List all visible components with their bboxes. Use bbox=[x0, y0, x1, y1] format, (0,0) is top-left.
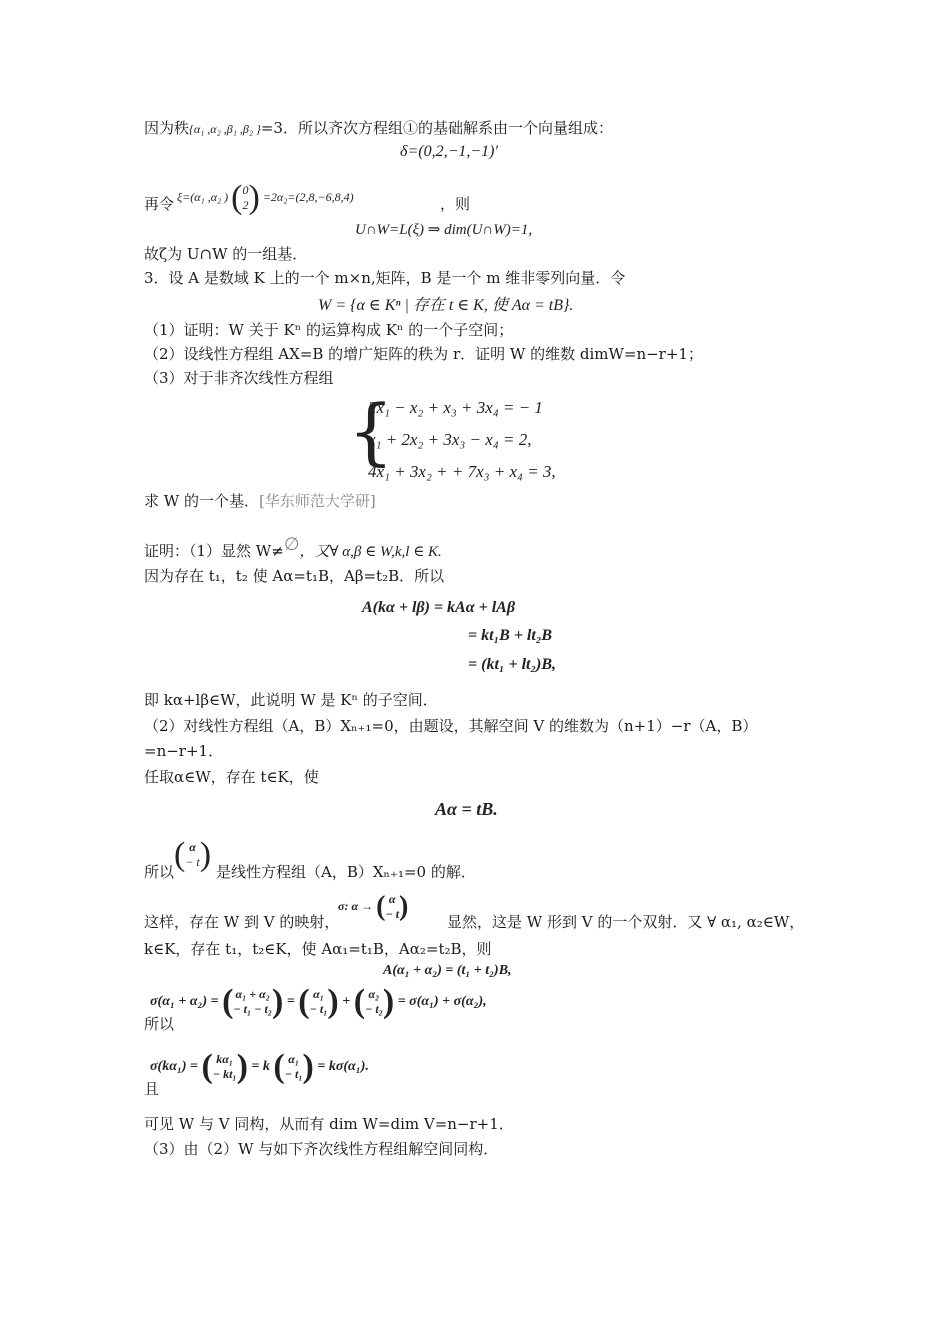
col-top: kα₁ bbox=[216, 1052, 234, 1066]
text-take: 任取α∈W，存在 t∈K，使 bbox=[144, 768, 319, 786]
rank-set: {α₁ ,α₂ ,β₁ ,β₂ } bbox=[189, 122, 261, 136]
text-segment: 证明：（1）显然 W≠ bbox=[144, 542, 284, 560]
col-bottom: 2 bbox=[242, 198, 249, 212]
text-subspace: 即 kα+lβ∈W，此说明 W 是 Kⁿ 的子空间． bbox=[144, 691, 438, 709]
empty-set-symbol: ∅ bbox=[283, 534, 300, 555]
text-segment: ，又∀ α,β ∈ W,k,l ∈ K. bbox=[299, 544, 442, 560]
paren-right: ) bbox=[302, 1048, 314, 1085]
paren-left: ( bbox=[298, 983, 310, 1020]
paren-right: ) bbox=[327, 983, 339, 1020]
paren-right: ) bbox=[248, 179, 260, 216]
col-bottom: − t₁ − t₂ bbox=[233, 1002, 272, 1016]
text-part3-b: （3）由（2）W 与如下齐次线性方程组解空间同构． bbox=[144, 1140, 499, 1158]
equals-sign: = bbox=[286, 994, 295, 1010]
column-vector bbox=[213, 1052, 237, 1082]
equation-intersection: U∩W=L(ξ) ⇒ dim(U∩W)=1, bbox=[355, 222, 533, 238]
part-1: （1）证明：W 关于 Kⁿ 的运算构成 Kⁿ 的一个子空间； bbox=[144, 321, 514, 339]
equation-sigma-scalar bbox=[150, 1050, 369, 1084]
vector-alpha-t bbox=[174, 838, 211, 872]
paren-left: ( bbox=[273, 1048, 285, 1085]
xi-rhs: =2α₂=(2,8,−6,8,4) bbox=[262, 189, 354, 204]
column-vector bbox=[285, 1052, 303, 1082]
paren-left: ( bbox=[376, 891, 386, 922]
equation-linear-3: = (kt₁ + lt₂)B, bbox=[468, 656, 557, 673]
column-vector bbox=[365, 987, 383, 1017]
col-bottom: − kt₁ bbox=[212, 1067, 237, 1081]
col-top: α₁ bbox=[313, 987, 324, 1001]
col-top: α₂ bbox=[368, 987, 380, 1001]
col-top: 0 bbox=[242, 183, 249, 197]
paren-right: ) bbox=[271, 983, 284, 1020]
col-top: α₁ bbox=[288, 1052, 300, 1066]
xi-lhs: ξ=(α₁ ,α₂ ) bbox=[177, 189, 229, 204]
paren-left: ( bbox=[231, 179, 243, 216]
equation-linear-2: = kt₁B + lt₂B bbox=[468, 627, 553, 644]
text-rank-line bbox=[144, 118, 613, 139]
paren-left: ( bbox=[174, 836, 186, 873]
equation-W: W = {α ∈ Kⁿ | 存在 t ∈ K, 使 Aα = tB}. bbox=[318, 297, 574, 314]
paren-left: ( bbox=[201, 1048, 213, 1085]
text-part2-b: =n−r+1． bbox=[144, 742, 224, 760]
equation-delta: δ=(0,2,−1,−1)′ bbox=[400, 143, 498, 160]
paren-right: ) bbox=[199, 836, 212, 873]
col-bottom: − t₂ bbox=[365, 1002, 383, 1016]
text-map-a: 这样，存在 W 到 V 的映射， bbox=[144, 913, 340, 931]
equation-sigma-map bbox=[338, 890, 408, 924]
col-top: α₁ + α₂ bbox=[235, 987, 270, 1001]
text-exist: 因为存在 t₁，t₂ 使 Aα=t₁B，Aβ=t₂B．所以 bbox=[144, 567, 445, 585]
sigma-sum-lhs: σ(α₁ + α₂) = bbox=[150, 994, 219, 1010]
col-bottom: − t₁ bbox=[309, 1002, 328, 1016]
col-bottom: − t₁ bbox=[284, 1067, 303, 1081]
sigma-sum-rhs: = σ(α₁) + σ(α₂), bbox=[397, 994, 487, 1010]
paren-left: ( bbox=[353, 983, 366, 1020]
col-top: α bbox=[388, 892, 396, 906]
sigma-k-lhs: σ(kα₁) = bbox=[150, 1059, 198, 1075]
column-vector bbox=[233, 987, 272, 1017]
system-row: 4x₁ + 3x₂ + + 7x₃ + x₄ = 3, bbox=[368, 462, 556, 481]
text-ze: ，则 bbox=[440, 195, 471, 213]
col-top: α bbox=[189, 840, 196, 854]
equation-Aa: Aα = tB. bbox=[435, 799, 498, 819]
paren-left: ( bbox=[222, 983, 234, 1020]
text-basis: 故ζ为 U∩W 的一组基． bbox=[144, 245, 308, 263]
equation-sigma-additive bbox=[150, 985, 487, 1019]
text-suoyi: 所以 bbox=[144, 863, 175, 881]
text-qie: 且 bbox=[144, 1080, 160, 1098]
text-map-b: 显然，这是 W 形到 V 的一个双射．又 ∀ α₁, α₂∈W， bbox=[447, 913, 805, 931]
sigma-k-mid: = k bbox=[251, 1059, 270, 1075]
system-brace: { bbox=[348, 389, 394, 473]
text-solution: 是线性方程组（A，B）Xₙ₊₁=0 的解． bbox=[216, 863, 476, 881]
text-suoyi-2: 所以 bbox=[144, 1015, 175, 1033]
col-bottom: − t bbox=[385, 907, 400, 921]
equation-xi bbox=[177, 181, 354, 215]
equation-linear-1: A(kα + lβ) = kAα + lAβ bbox=[362, 599, 516, 616]
paren-right: ) bbox=[399, 891, 409, 922]
system-row: x₁ + 2x₂ + 3x₃ − x₄ = 2, bbox=[368, 430, 532, 449]
text-isomorphic: 可见 W 与 V 同构，从而有 dim W=dim V=n−r+1． bbox=[144, 1115, 514, 1133]
plus-sign: + bbox=[342, 994, 351, 1010]
system-row: 2x₁ − x₂ + x₃ + 3x₄ = − 1 bbox=[368, 398, 543, 417]
part-3: （3）对于非齐次线性方程组 bbox=[144, 369, 334, 387]
column-vector bbox=[185, 840, 199, 870]
paren-right: ) bbox=[382, 983, 395, 1020]
text-part2-a: （2）对线性方程组（A，B）Xₙ₊₁=0，由题设，其解空间 V 的维数为（n+1）−r（A，B） bbox=[144, 717, 758, 735]
sigma-k-rhs: = kσ(α₁). bbox=[317, 1059, 369, 1075]
part-2: （2）设线性方程组 AX=B 的增广矩阵的秩为 r．证明 W 的维数 dimW=n−r+1； bbox=[144, 345, 703, 363]
text-k: k∈K，存在 t₁，t₂∈K，使 Aα₁=t₁B，Aα₂=t₂B，则 bbox=[144, 940, 492, 958]
column-vector bbox=[310, 987, 328, 1017]
text-qiu-line bbox=[144, 491, 376, 511]
sigma-lhs: σ: α → bbox=[338, 898, 374, 913]
text-qiu: 求 W 的一个基． bbox=[144, 492, 259, 510]
paren-right: ) bbox=[236, 1048, 248, 1085]
column-vector bbox=[385, 892, 399, 922]
source-note: [华东师范大学研] bbox=[258, 492, 376, 510]
question-3: 3．设 A 是数域 K 上的一个 m×n,矩阵，B 是一个 m 维非零列向量．令 bbox=[144, 269, 626, 287]
equation-sum: A(α₁ + α₂) = (t₁ + t₂)B, bbox=[383, 963, 512, 978]
text-zailing: 再令 bbox=[144, 195, 175, 213]
text-segment: =3．所以齐次方程组①的基础解系由一个向量组成： bbox=[260, 119, 613, 137]
text-segment: 因为秩 bbox=[144, 119, 190, 137]
col-bottom: − t bbox=[185, 855, 200, 869]
proof-line-1 bbox=[144, 535, 442, 562]
